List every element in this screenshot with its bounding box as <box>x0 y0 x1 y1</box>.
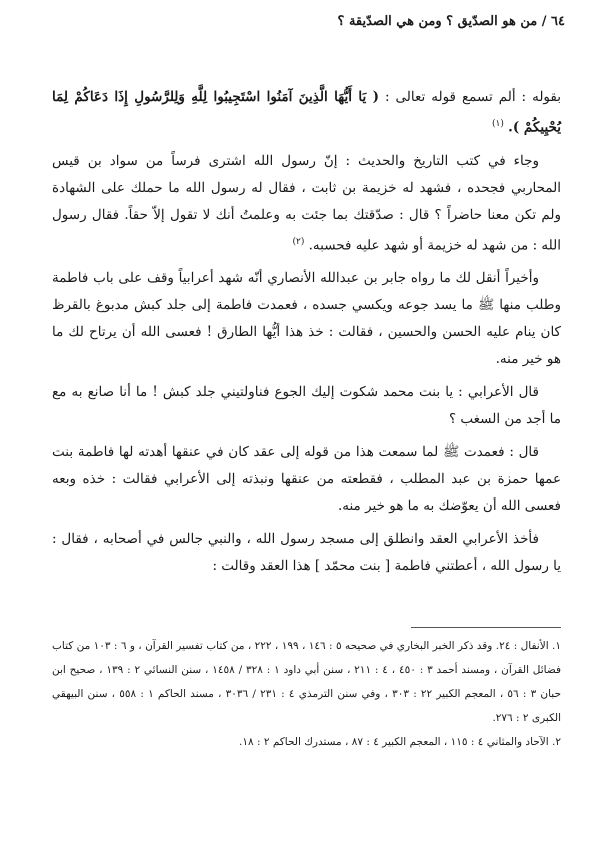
footnote-2: ٢. الآحاد والمثاني ٤ : ١١٥ ، المعجم الكبير ٤ : ٨٧ ، مستدرك الحاكم ٢ : ١٨. <box>239 736 561 748</box>
footnote-ref-2: (٢) <box>292 236 305 247</box>
quran-verse: ( يَا أَيُّهَا الَّذِينَ آمَنُوا اسْتَجِيبُوا لِلَّهِ وَلِلرَّسُولِ إِذَا دَعَاكُمْ لِمَا يُحْيِيكُمْ ). <box>52 89 561 136</box>
page-header <box>48 14 565 29</box>
paragraph-6: فأخذ الأعرابي العقد وانطلق إلى مسجد رسول الله ، والنبي جالس في أصحابه ، فقال : يا رسول الله ، أعطتني فاطمة [ بنت محمّد ] هذا العقد وقالت : <box>52 531 561 574</box>
footnote-divider <box>411 627 561 628</box>
main-text <box>52 84 561 586</box>
footnote-1: ١. الأنفال : ٢٤. وقد ذكر الخبر البخاري في صحيحه ٥ : ١٤٦ ، ١٩٩ ، ٢٢٢ ، من كتاب تفسير القرآن ، و ٦ : ١٠٣ من كتاب فضائل القرآن ، ومسند أحمد ٣ : ٤٥٠ ، ٤ : ٢١١ ، سنن أبي داود ١ : ٣٢٨ / ١٤٥٨ ، سنن النسائي ٢ : ١٣٩ ، صحيح ابن حبان ٣ : ٥٦ ، المعجم الكبير ٢٢ : ٣٠٣ ، وفي سنن الترمذي ٤ : ٢٣١ / ٣٠٣٦ ، مسند الحاكم ١ : ٥٥٨ ، سنن البيهقي الكبرى ٢ : ٢٧٦. <box>52 640 562 724</box>
paragraph-5: قال : فعمدت ﷺ لما سمعت هذا من قوله إلى عقد كان في عنقها أهدته لها فاطمة بنت عمها حمزة بن عبد المطلب ، فقطعته من عنقها ونبذته إلى الأعرابي فقالت : خذه وبعه فعسى الله أن يعوّضك به ما هو خير منه. <box>52 444 561 514</box>
paragraph-1 <box>52 84 561 142</box>
paragraph-3: وأخيراً أنقل لك ما رواه جابر بن عبدالله الأنصاري أنّه شهد أعرابياً وقف على باب فاطمة وطلب منها ﷺ ما يسد جوعه ويكسي جسده ، فعمدت فاطمة إلى جلد كبش مدبوغ بالقرظ كان ينام عليه الحسن والحسين ، فقالت : خذ هذا أيُّها الطارق ! فعسى الله أن يرتاح لك ما هو خير منه. <box>52 270 561 367</box>
paragraph-2 <box>52 148 561 260</box>
footnotes <box>52 634 561 754</box>
paragraph-2-text: وجاء في كتب التاريخ والحديث : إنّ رسول الله اشترى فرساً من سواد بن قيس المحاربي فجحده ، فشهد له خزيمة بن ثابت ، فقال له رسول الله ما حملك على الشهادة ولم تكن معنا حاضراً ؟ قال : صدّقتك بما جئت به وعلمتُ أنك لا تقول إلاّ حقاً. فقال رسول الله : من شهد له خزيمة أو شهد عليه فحسبه. <box>52 152 561 253</box>
paragraph-4: قال الأعرابي : يا بنت محمد شكوت إليك الجوع فناولتيني جلد كبش ! ما أنا صانع به مع ما أجد من السغب ؟ <box>52 384 561 427</box>
page-title: ٦٤ / من هو الصدّيق ؟ ومن هي الصدّيقة ؟ <box>337 14 565 29</box>
footnote-ref-1: (١) <box>491 119 504 129</box>
paragraph-1-lead: بقوله : ألم تسمع قوله تعالى : <box>384 89 561 105</box>
